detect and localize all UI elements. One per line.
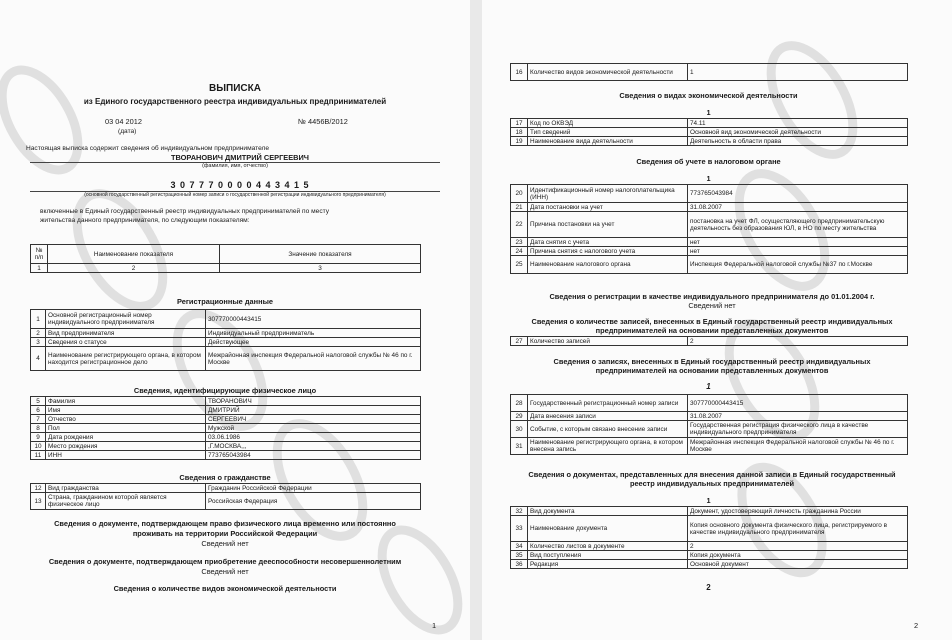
table-row bbox=[31, 424, 421, 433]
row-value: Российская Федерация bbox=[206, 493, 421, 510]
table-row bbox=[511, 212, 908, 238]
row-label: Государственный регистрационный номер записи bbox=[528, 395, 688, 412]
included-text-line1: включенные в Единый государственный реестр индивидуальных предпринимателей по месту bbox=[40, 208, 330, 215]
header-col-index: 3 bbox=[220, 264, 421, 273]
row-value: 31.08.2007 bbox=[688, 203, 908, 212]
row-value: 74.11 bbox=[688, 119, 908, 128]
table-row bbox=[511, 119, 908, 128]
table-row bbox=[31, 442, 421, 451]
no-data-text: Сведений нет bbox=[688, 301, 736, 310]
row-label: Наименование регистрирующего органа, в котором внесена запись bbox=[528, 438, 688, 455]
header-indicator-value: Значение показателя bbox=[220, 245, 421, 264]
extract-date: 03 04 2012 bbox=[105, 117, 142, 126]
indicators-header-table bbox=[30, 244, 421, 273]
table-row bbox=[511, 516, 908, 542]
row-value: Государственная регистрация физического лица в качестве индивидуального предпринимателя bbox=[688, 421, 908, 438]
row-value: 773765043984 bbox=[688, 185, 908, 203]
row-label: Код по ОКВЭД bbox=[528, 119, 688, 128]
row-number: 31 bbox=[511, 438, 528, 455]
row-number: 1 bbox=[31, 310, 46, 329]
row-label: Наименование налогового органа bbox=[528, 256, 688, 274]
row-number: 36 bbox=[511, 560, 528, 569]
row-label: Тип сведений bbox=[528, 128, 688, 137]
section-tax-heading: Сведения об учете в налоговом органе bbox=[636, 157, 781, 166]
records-table bbox=[510, 394, 908, 455]
row-value: Инспекция Федеральной налоговой службы №37 по г.Москве bbox=[688, 256, 908, 274]
page-number: 2 bbox=[914, 621, 919, 630]
row-number: 33 bbox=[511, 516, 528, 542]
table-row bbox=[511, 438, 908, 455]
row-value: постановка на учет ФЛ, осуществляющего предпринимательскую деятельность без образования ЮЛ, в НО по месту жительства bbox=[688, 212, 908, 238]
row-label: Событие, с которым связано внесение записи bbox=[528, 421, 688, 438]
row-number: 18 bbox=[511, 128, 528, 137]
row-number: 22 bbox=[511, 212, 528, 238]
section-before2004-heading: Сведения о регистрации в качестве индивидуального предпринимателя до 01.01.2004 г. bbox=[549, 292, 875, 301]
no-data-text: Сведений нет bbox=[201, 539, 249, 548]
name-caption: (фамилия, имя, отчество) bbox=[202, 163, 268, 169]
row-label: Вид гражданства bbox=[46, 484, 206, 493]
row-value: 31.08.2007 bbox=[688, 412, 908, 421]
table-row bbox=[511, 560, 908, 569]
row-value: 307770000443415 bbox=[688, 395, 908, 412]
page-number: 1 bbox=[432, 621, 437, 630]
row-number: 16 bbox=[511, 64, 528, 81]
row-value: Копия основного документа физического лица, регистрируемого в качестве индивидуального предпринимателя bbox=[688, 516, 908, 542]
table-row bbox=[31, 451, 421, 460]
row-value: ДМИТРИЙ bbox=[206, 406, 421, 415]
row-label: Наименование регистрирующего органа, в котором находится регистрационное дело bbox=[46, 347, 206, 371]
row-label: Основной регистрационный номер индивидуального предпринимателя bbox=[46, 310, 206, 329]
row-number: 25 bbox=[511, 256, 528, 274]
row-label: Количество записей bbox=[528, 337, 688, 346]
row-label: Наименование вида деятельности bbox=[528, 137, 688, 146]
row-value: Гражданин Российской Федерации bbox=[206, 484, 421, 493]
row-number: 2 bbox=[31, 329, 46, 338]
row-label: Отчество bbox=[46, 415, 206, 424]
section-records-heading-line2: предпринимателей на основании представленных документов bbox=[595, 366, 829, 375]
section-activities-heading: Сведения о видах экономической деятельности bbox=[619, 91, 798, 100]
row-number: 12 bbox=[31, 484, 46, 493]
row-label: Пол bbox=[46, 424, 206, 433]
ogrnip-number: 3 0 7 7 7 0 0 0 0 4 4 3 4 1 5 bbox=[170, 180, 310, 190]
row-value: 773765043984 bbox=[206, 451, 421, 460]
table-row bbox=[31, 484, 421, 493]
header-number: № п/п bbox=[31, 245, 48, 264]
row-value: Деятельность в области права bbox=[688, 137, 908, 146]
included-text-line2: жительства данного предпринимателя, по следующим показателям: bbox=[40, 217, 250, 224]
row-value: СЕРГЕЕВИЧ bbox=[206, 415, 421, 424]
row-number: 3 bbox=[31, 338, 46, 347]
row-value: 2 bbox=[688, 337, 908, 346]
records-count-table bbox=[510, 336, 908, 346]
section-activity-count-heading: Сведения о количестве видов экономической деятельности bbox=[113, 584, 337, 593]
table-row bbox=[31, 406, 421, 415]
row-number: 34 bbox=[511, 542, 528, 551]
ogrnip-caption: (основной государственный регистрационный номер записи о государственной регистрации индивидуального предпринимателя) bbox=[84, 192, 386, 198]
person-name: ТВОРАНОВИЧ ДМИТРИЙ СЕРГЕЕВИЧ bbox=[171, 153, 309, 162]
table-row bbox=[511, 551, 908, 560]
section-docs-heading-line1: Сведения о документах, представленных для внесения данной записи в Единый государственный bbox=[528, 470, 896, 479]
document-page-2 bbox=[482, 0, 952, 640]
row-number: 24 bbox=[511, 247, 528, 256]
table-row bbox=[511, 337, 908, 346]
row-number: 8 bbox=[31, 424, 46, 433]
row-label: Вид документа bbox=[528, 507, 688, 516]
row-value: Основной вид экономической деятельности bbox=[688, 128, 908, 137]
row-label: Дата постановки на учет bbox=[528, 203, 688, 212]
row-label: Вид поступления bbox=[528, 551, 688, 560]
row-number: 20 bbox=[511, 185, 528, 203]
table-row bbox=[511, 256, 908, 274]
row-label: Дата рождения bbox=[46, 433, 206, 442]
row-value: Мужской bbox=[206, 424, 421, 433]
extract-number: № 4456В/2012 bbox=[298, 117, 348, 126]
table-row bbox=[511, 185, 908, 203]
row-value: 307770000443415 bbox=[206, 310, 421, 329]
row-value: Индивидуальный предприниматель bbox=[206, 329, 421, 338]
section-records-heading-line1: Сведения о записях, внесенных в Единый государственный реестр индивидуальных bbox=[553, 357, 871, 366]
row-label: Страна, гражданином которой является физическое лицо bbox=[46, 493, 206, 510]
table-row bbox=[31, 329, 421, 338]
header-indicator-name: Наименование показателя bbox=[48, 245, 220, 264]
table-row bbox=[511, 238, 908, 247]
activity-count-table bbox=[510, 63, 908, 81]
row-label: ИНН bbox=[46, 451, 206, 460]
row-number: 28 bbox=[511, 395, 528, 412]
row-value: 1 bbox=[688, 64, 908, 81]
row-number: 5 bbox=[31, 397, 46, 406]
row-number: 9 bbox=[31, 433, 46, 442]
identity-table bbox=[30, 396, 421, 460]
row-label: Причина постановки на учет bbox=[528, 212, 688, 238]
row-value: 03.06.1986 bbox=[206, 433, 421, 442]
row-number: 27 bbox=[511, 337, 528, 346]
row-label: Вид предпринимателя bbox=[46, 329, 206, 338]
header-col-index: 2 bbox=[48, 264, 220, 273]
table-row bbox=[511, 412, 908, 421]
tax-table bbox=[510, 184, 908, 274]
document-subtitle: из Единого государственного реестра индивидуальных предпринимателей bbox=[83, 97, 387, 106]
section-records-count-heading-line2: предпринимателей на основании представленных документов bbox=[595, 326, 829, 335]
table-row bbox=[511, 137, 908, 146]
section-capacity-heading: Сведения о документе, подтверждающем приобретение дееспособности несовершеннолетним bbox=[48, 557, 402, 566]
table-row bbox=[511, 247, 908, 256]
table-row bbox=[511, 128, 908, 137]
row-label: Дата снятия с учета bbox=[528, 238, 688, 247]
table-row bbox=[511, 395, 908, 412]
row-number: 13 bbox=[31, 493, 46, 510]
row-label: Сведения о статусе bbox=[46, 338, 206, 347]
row-label: Количество листов в документе bbox=[528, 542, 688, 551]
row-label: Количество видов экономической деятельности bbox=[528, 64, 688, 81]
row-value: Документ, удостоверяющий личность гражданина России bbox=[688, 507, 908, 516]
row-label: Идентификационный номер налогоплательщика (ИНН) bbox=[528, 185, 688, 203]
section-item-number: 1 bbox=[706, 382, 711, 391]
row-value: Межрайонная инспекция Федеральной налоговой службы № 46 по г. Москве bbox=[688, 438, 908, 455]
section-docs-heading-line2: реестр индивидуальных предпринимателей bbox=[629, 479, 795, 488]
table-row bbox=[511, 542, 908, 551]
row-number: 35 bbox=[511, 551, 528, 560]
page-marker: 2 bbox=[706, 583, 711, 592]
row-number: 23 bbox=[511, 238, 528, 247]
row-value: Межрайонная инспекция Федеральной налоговой службы № 46 по г. Москве bbox=[206, 347, 421, 371]
row-number: 29 bbox=[511, 412, 528, 421]
registration-table bbox=[30, 309, 421, 371]
document-title: ВЫПИСКА bbox=[209, 83, 261, 94]
section-residence-heading-line2: проживать на территории Российской Федерации bbox=[132, 529, 318, 538]
row-number: 11 bbox=[31, 451, 46, 460]
row-value: ,Г.МОСКВА,,, bbox=[206, 442, 421, 451]
table-row bbox=[31, 415, 421, 424]
date-caption: (дата) bbox=[118, 128, 137, 135]
header-col-index: 1 bbox=[31, 264, 48, 273]
no-data-text: Сведений нет bbox=[201, 567, 249, 576]
row-number: 4 bbox=[31, 347, 46, 371]
row-label: Причина снятия с налогового учета bbox=[528, 247, 688, 256]
section-citizenship-heading: Сведения о гражданстве bbox=[179, 473, 271, 482]
row-number: 21 bbox=[511, 203, 528, 212]
row-number: 17 bbox=[511, 119, 528, 128]
row-value: Основной документ bbox=[688, 560, 908, 569]
row-number: 19 bbox=[511, 137, 528, 146]
activities-table bbox=[510, 118, 908, 146]
intro-text: Настоящая выписка содержит сведения об индивидуальном предпринимателе bbox=[26, 145, 270, 152]
row-label: Имя bbox=[46, 406, 206, 415]
table-row bbox=[511, 203, 908, 212]
document-page-1 bbox=[0, 0, 470, 640]
table-row bbox=[31, 493, 421, 510]
row-label: Дата внесения записи bbox=[528, 412, 688, 421]
row-value: нет bbox=[688, 247, 908, 256]
row-label: Наименование документа bbox=[528, 516, 688, 542]
section-item-number: 1 bbox=[706, 496, 711, 505]
row-value: ТВОРАНОВИЧ bbox=[206, 397, 421, 406]
table-row bbox=[31, 310, 421, 329]
table-row bbox=[31, 338, 421, 347]
row-value: Копия документа bbox=[688, 551, 908, 560]
table-row bbox=[511, 64, 908, 81]
row-label: Место рождения bbox=[46, 442, 206, 451]
table-row bbox=[511, 507, 908, 516]
table-row bbox=[31, 347, 421, 371]
table-row bbox=[31, 433, 421, 442]
section-identity-heading: Сведения, идентифицирующие физическое лицо bbox=[133, 386, 317, 395]
section-records-count-heading-line1: Сведения о количестве записей, внесенных в Единый государственный реестр индивидуальных bbox=[531, 317, 893, 326]
section-registration-heading: Регистрационные данные bbox=[177, 297, 273, 306]
row-value: Действующее bbox=[206, 338, 421, 347]
section-item-number: 1 bbox=[706, 174, 711, 183]
row-label: Редакция bbox=[528, 560, 688, 569]
section-residence-heading-line1: Сведения о документе, подтверждающем право физического лица временно или постоянно bbox=[54, 519, 396, 528]
row-number: 10 bbox=[31, 442, 46, 451]
table-row bbox=[31, 397, 421, 406]
row-value: 2 bbox=[688, 542, 908, 551]
row-number: 6 bbox=[31, 406, 46, 415]
row-number: 7 bbox=[31, 415, 46, 424]
documents-table bbox=[510, 506, 908, 569]
section-item-number: 1 bbox=[706, 108, 711, 117]
row-label: Фамилия bbox=[46, 397, 206, 406]
row-value: нет bbox=[688, 238, 908, 247]
table-row bbox=[511, 421, 908, 438]
citizenship-table bbox=[30, 483, 421, 510]
row-number: 30 bbox=[511, 421, 528, 438]
row-number: 32 bbox=[511, 507, 528, 516]
